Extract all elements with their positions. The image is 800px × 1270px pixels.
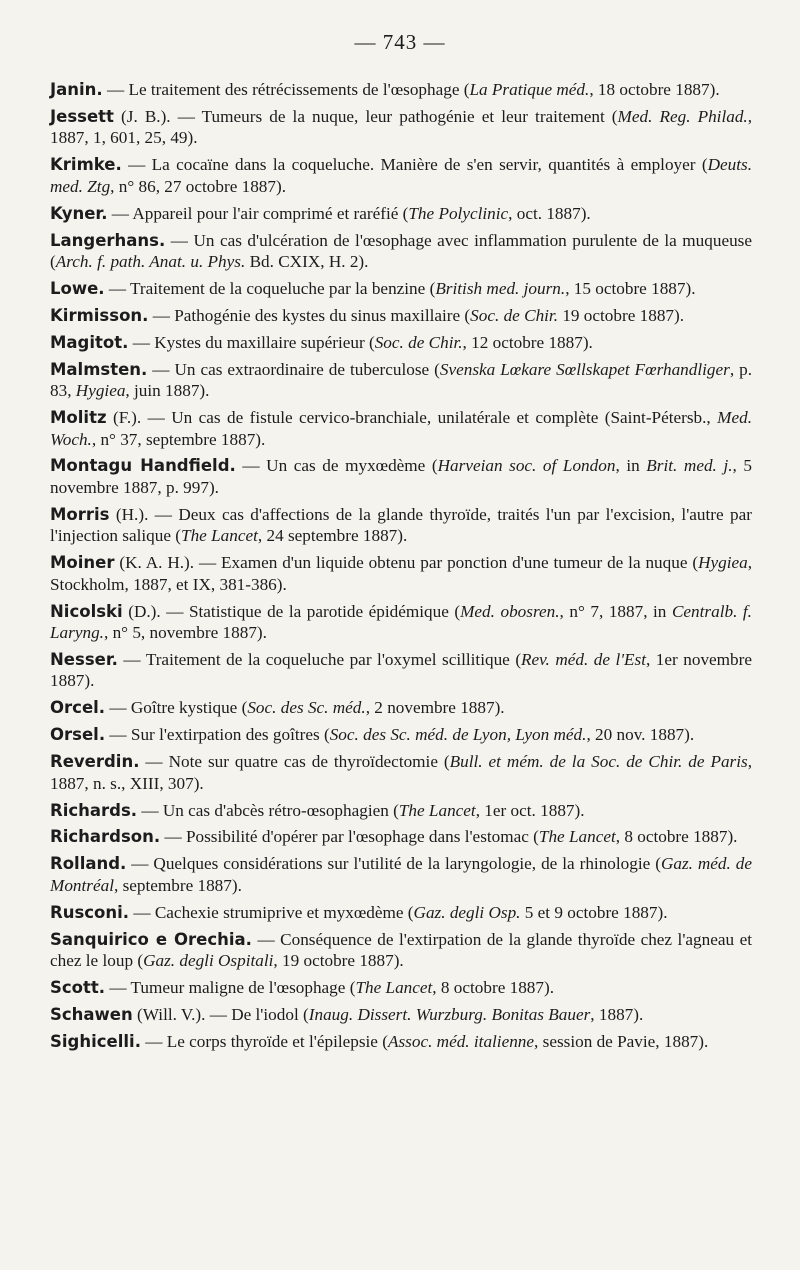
source-title: Assoc. méd. italienne bbox=[387, 1031, 535, 1051]
source-title: Brit. med. j. bbox=[646, 456, 733, 476]
source-title: Gaz. degli Ospitali bbox=[143, 951, 274, 971]
entry-text: , in bbox=[615, 456, 647, 476]
source-title: Soc. des Sc. méd. de Lyon, Lyon méd. bbox=[329, 725, 587, 745]
entry-text: (D.). — Statistique de la parotide épidémique ( bbox=[122, 601, 461, 621]
entry-text: — Traitement de la coqueluche par l'oxymel scillitique ( bbox=[117, 649, 522, 669]
bibliography-entry bbox=[50, 79, 752, 101]
entry-text: , 19 octobre 1887). bbox=[273, 951, 404, 971]
author-name: Orsel. bbox=[50, 725, 106, 745]
author-name: Langerhans. bbox=[50, 230, 166, 250]
entry-text: , 24 septembre 1887). bbox=[257, 526, 408, 546]
source-title: Med. obosren. bbox=[460, 601, 560, 621]
entry-text: — Goître kystique ( bbox=[105, 698, 248, 718]
entry-text: — Appareil pour l'air comprimé et raréfié ( bbox=[107, 203, 409, 223]
source-title: The Polyclinic bbox=[408, 203, 509, 223]
entry-text: — Cachexie strumiprive et myxœdème ( bbox=[129, 902, 414, 922]
entry-text: , 1er oct. 1887). bbox=[475, 800, 585, 820]
source-title: Med. Woch. bbox=[50, 408, 752, 449]
author-name: Nicolski bbox=[50, 601, 123, 621]
bibliography-entry bbox=[50, 929, 752, 972]
author-name: Lowe. bbox=[50, 278, 105, 298]
source-title: Gaz. méd. de Montréal bbox=[50, 854, 752, 895]
source-title: Hygiea bbox=[75, 381, 126, 401]
author-name: Richards. bbox=[50, 800, 138, 820]
bibliography-entry bbox=[50, 1031, 752, 1053]
source-title: The Lancet bbox=[398, 800, 476, 820]
entry-text: (K. A. H.). — Examen d'un liquide obtenu par ponction d'une tumeur de la nuque ( bbox=[114, 553, 699, 573]
bibliography-entry bbox=[50, 455, 752, 498]
entry-text: — Conséquence de l'extirpation de la glande thyroïde chez l'agneau et chez le loup ( bbox=[50, 929, 753, 971]
author-name: Jessett bbox=[50, 106, 114, 126]
author-name: Morris bbox=[50, 504, 110, 524]
entry-text: (H.). — Deux cas d'affections de la glande thyroïde, traités l'un par l'excision, l'autre par l'injection salique ( bbox=[50, 504, 752, 546]
author-name: Sighicelli. bbox=[50, 1031, 141, 1051]
source-title: British med. journ. bbox=[435, 278, 566, 298]
entry-text: — Traitement de la coqueluche par la benzine ( bbox=[104, 278, 436, 298]
bibliography-entry bbox=[50, 332, 752, 354]
bibliography-entry bbox=[50, 902, 752, 924]
entry-text: — Tumeur maligne de l'œsophage ( bbox=[105, 977, 356, 997]
page-number: — 743 — bbox=[354, 30, 446, 54]
bibliography-entry bbox=[50, 724, 752, 746]
entry-text: 19 octobre 1887). bbox=[558, 305, 685, 325]
entry-text: , session de Pavie, 1887). bbox=[534, 1031, 709, 1051]
entry-text: — Kystes du maxillaire supérieur ( bbox=[128, 332, 375, 352]
entry-text: , juin 1887). bbox=[125, 381, 210, 401]
entry-text: , p. 83, bbox=[50, 359, 752, 401]
entry-text: (J. B.). — Tumeurs de la nuque, leur pathogénie et leur traitement ( bbox=[113, 106, 618, 126]
author-name: Moiner bbox=[50, 553, 115, 573]
entry-text: — Pathogénie des kystes du sinus maxillaire ( bbox=[148, 305, 471, 325]
entry-text: Bd. CXIX, H. 2). bbox=[245, 252, 369, 272]
bibliography-entry bbox=[50, 977, 752, 999]
bibliography-entry bbox=[50, 278, 752, 300]
source-title: Harveian soc. of London bbox=[437, 456, 616, 476]
entry-text: , 8 octobre 1887). bbox=[615, 827, 738, 847]
source-title: Arch. f. path. Anat. u. Phys. bbox=[55, 252, 246, 272]
entry-text: — Un cas extraordinaire de tuberculose ( bbox=[147, 359, 440, 379]
bibliography-entry bbox=[50, 649, 752, 692]
source-title: Soc. de Chir. bbox=[470, 305, 559, 325]
bibliography-entry bbox=[50, 601, 752, 644]
source-title: La Pratique méd. bbox=[469, 80, 590, 99]
author-name: Kirmisson. bbox=[50, 305, 149, 325]
bibliography-entry bbox=[50, 203, 752, 225]
entry-text: , 1887). bbox=[590, 1004, 644, 1024]
author-name: Rolland. bbox=[50, 854, 127, 874]
entry-text: — Un cas d'ulcération de l'œsophage avec inflammation purulente de la muqueuse ( bbox=[50, 230, 752, 272]
author-name: Magitot. bbox=[50, 332, 129, 352]
entry-text: , oct. 1887). bbox=[508, 203, 591, 223]
source-title: Centralb. f. Laryng. bbox=[50, 601, 752, 643]
source-title: Inaug. Dissert. Wurzburg. Bonitas Bauer bbox=[308, 1004, 591, 1024]
source-title: Soc. des Sc. méd. bbox=[247, 698, 366, 718]
entry-text: — Un cas d'abcès rétro-œsophagien ( bbox=[137, 800, 399, 820]
bibliography-entry bbox=[50, 1004, 752, 1026]
bibliography-entry bbox=[50, 106, 752, 149]
author-name: Richardson. bbox=[50, 827, 161, 847]
entry-text: — Le corps thyroïde et l'épilepsie ( bbox=[140, 1031, 388, 1051]
author-name: Sanquirico e Orechia. bbox=[50, 929, 252, 949]
bibliography-entry bbox=[50, 826, 752, 848]
bibliography-entry bbox=[50, 230, 752, 273]
bibliography-entry bbox=[50, 751, 752, 794]
author-name: Molitz bbox=[50, 408, 107, 428]
source-title: Rev. méd. de l'Est bbox=[521, 649, 646, 669]
bibliography-entry bbox=[50, 697, 752, 719]
author-name: Reverdin. bbox=[50, 752, 140, 772]
source-title: Gaz. degli Osp. bbox=[413, 902, 521, 922]
entry-text: — La cocaïne dans la coqueluche. Manière de s'en servir, quantités à employer ( bbox=[121, 155, 708, 175]
entry-text: , n° 5, novembre 1887). bbox=[103, 623, 267, 643]
bibliography-entry bbox=[50, 154, 752, 197]
source-title: The Lancet bbox=[538, 827, 616, 847]
entry-text: , 1887, 1, 601, 25, 49). bbox=[50, 106, 753, 148]
entry-text: — Quelques considérations sur l'utilité de la laryngologie, de la rhinologie ( bbox=[126, 854, 661, 874]
source-title: Svenska Lœkare Sœllskapet Fœrhandliger bbox=[439, 359, 730, 379]
bibliography-entry bbox=[50, 853, 752, 896]
author-name: Nesser. bbox=[50, 649, 118, 669]
entry-text: — Le traitement des rétrécissements de l'œsophage ( bbox=[102, 80, 470, 99]
bibliography-entry bbox=[50, 800, 752, 822]
bibliography-entry bbox=[50, 407, 752, 450]
author-name: Montagu Handfield. bbox=[50, 456, 236, 476]
entry-text: , n° 86, 27 octobre 1887). bbox=[110, 176, 287, 196]
entry-text: , 8 octobre 1887). bbox=[432, 977, 555, 997]
bibliography-list bbox=[50, 79, 752, 1058]
bibliography-entry bbox=[50, 504, 752, 547]
entry-text: , 20 nov. 1887). bbox=[586, 725, 695, 745]
entry-text: , n° 7, 1887, in bbox=[559, 601, 672, 621]
entry-text: , n° 37, septembre 1887). bbox=[91, 429, 266, 449]
author-name: Janin. bbox=[50, 80, 103, 99]
entry-text: (Will. V.). — De l'iodol ( bbox=[132, 1004, 309, 1024]
author-name: Scott. bbox=[50, 977, 106, 997]
bibliography-entry bbox=[50, 359, 752, 402]
entry-text: — Sur l'extirpation des goîtres ( bbox=[105, 725, 330, 745]
entry-text: , 12 octobre 1887). bbox=[462, 332, 593, 352]
entry-text: , 5 novembre 1887, p. 997). bbox=[50, 456, 753, 497]
bibliography-entry bbox=[50, 552, 752, 595]
entry-text: , septembre 1887). bbox=[113, 875, 242, 895]
source-title: The Lancet bbox=[181, 526, 258, 546]
bibliography-entry bbox=[50, 305, 752, 327]
source-title: Bull. et mém. de la Soc. de Chir. de Paris bbox=[449, 752, 748, 772]
author-name: Krimke. bbox=[50, 155, 122, 175]
entry-text: , 15 octobre 1887). bbox=[565, 278, 696, 298]
source-title: Med. Reg. Philad. bbox=[617, 106, 748, 126]
entry-text: , 2 novembre 1887). bbox=[365, 698, 505, 718]
author-name: Malmsten. bbox=[50, 359, 148, 379]
entry-text: — Note sur quatre cas de thyroïdectomie ( bbox=[139, 752, 450, 772]
entry-text: , 1887, n. s., XIII, 307). bbox=[50, 752, 752, 793]
author-name: Orcel. bbox=[50, 698, 106, 718]
source-title: Soc. de Chir. bbox=[374, 332, 463, 352]
entry-text: 5 et 9 octobre 1887). bbox=[520, 902, 668, 922]
entry-text: — Possibilité d'opérer par l'œsophage dans l'estomac ( bbox=[160, 827, 539, 847]
entry-text: , Stockholm, 1887, et IX, 381-386). bbox=[50, 553, 752, 594]
entry-text: — Un cas de myxœdème ( bbox=[235, 456, 438, 476]
author-name: Rusconi. bbox=[50, 902, 130, 922]
source-title: Deuts. med. Ztg bbox=[50, 155, 752, 196]
entry-text: (F.). — Un cas de fistule cervico-branchiale, unilatérale et complète (Saint-Pétersb., bbox=[106, 408, 718, 428]
entry-text: , 18 octobre 1887). bbox=[589, 80, 720, 99]
source-title: Hygiea bbox=[698, 553, 748, 573]
author-name: Schawen bbox=[50, 1004, 133, 1024]
entry-text: , 1er novembre 1887). bbox=[50, 649, 752, 691]
source-title: The Lancet bbox=[355, 977, 433, 997]
author-name: Kyner. bbox=[50, 203, 108, 223]
